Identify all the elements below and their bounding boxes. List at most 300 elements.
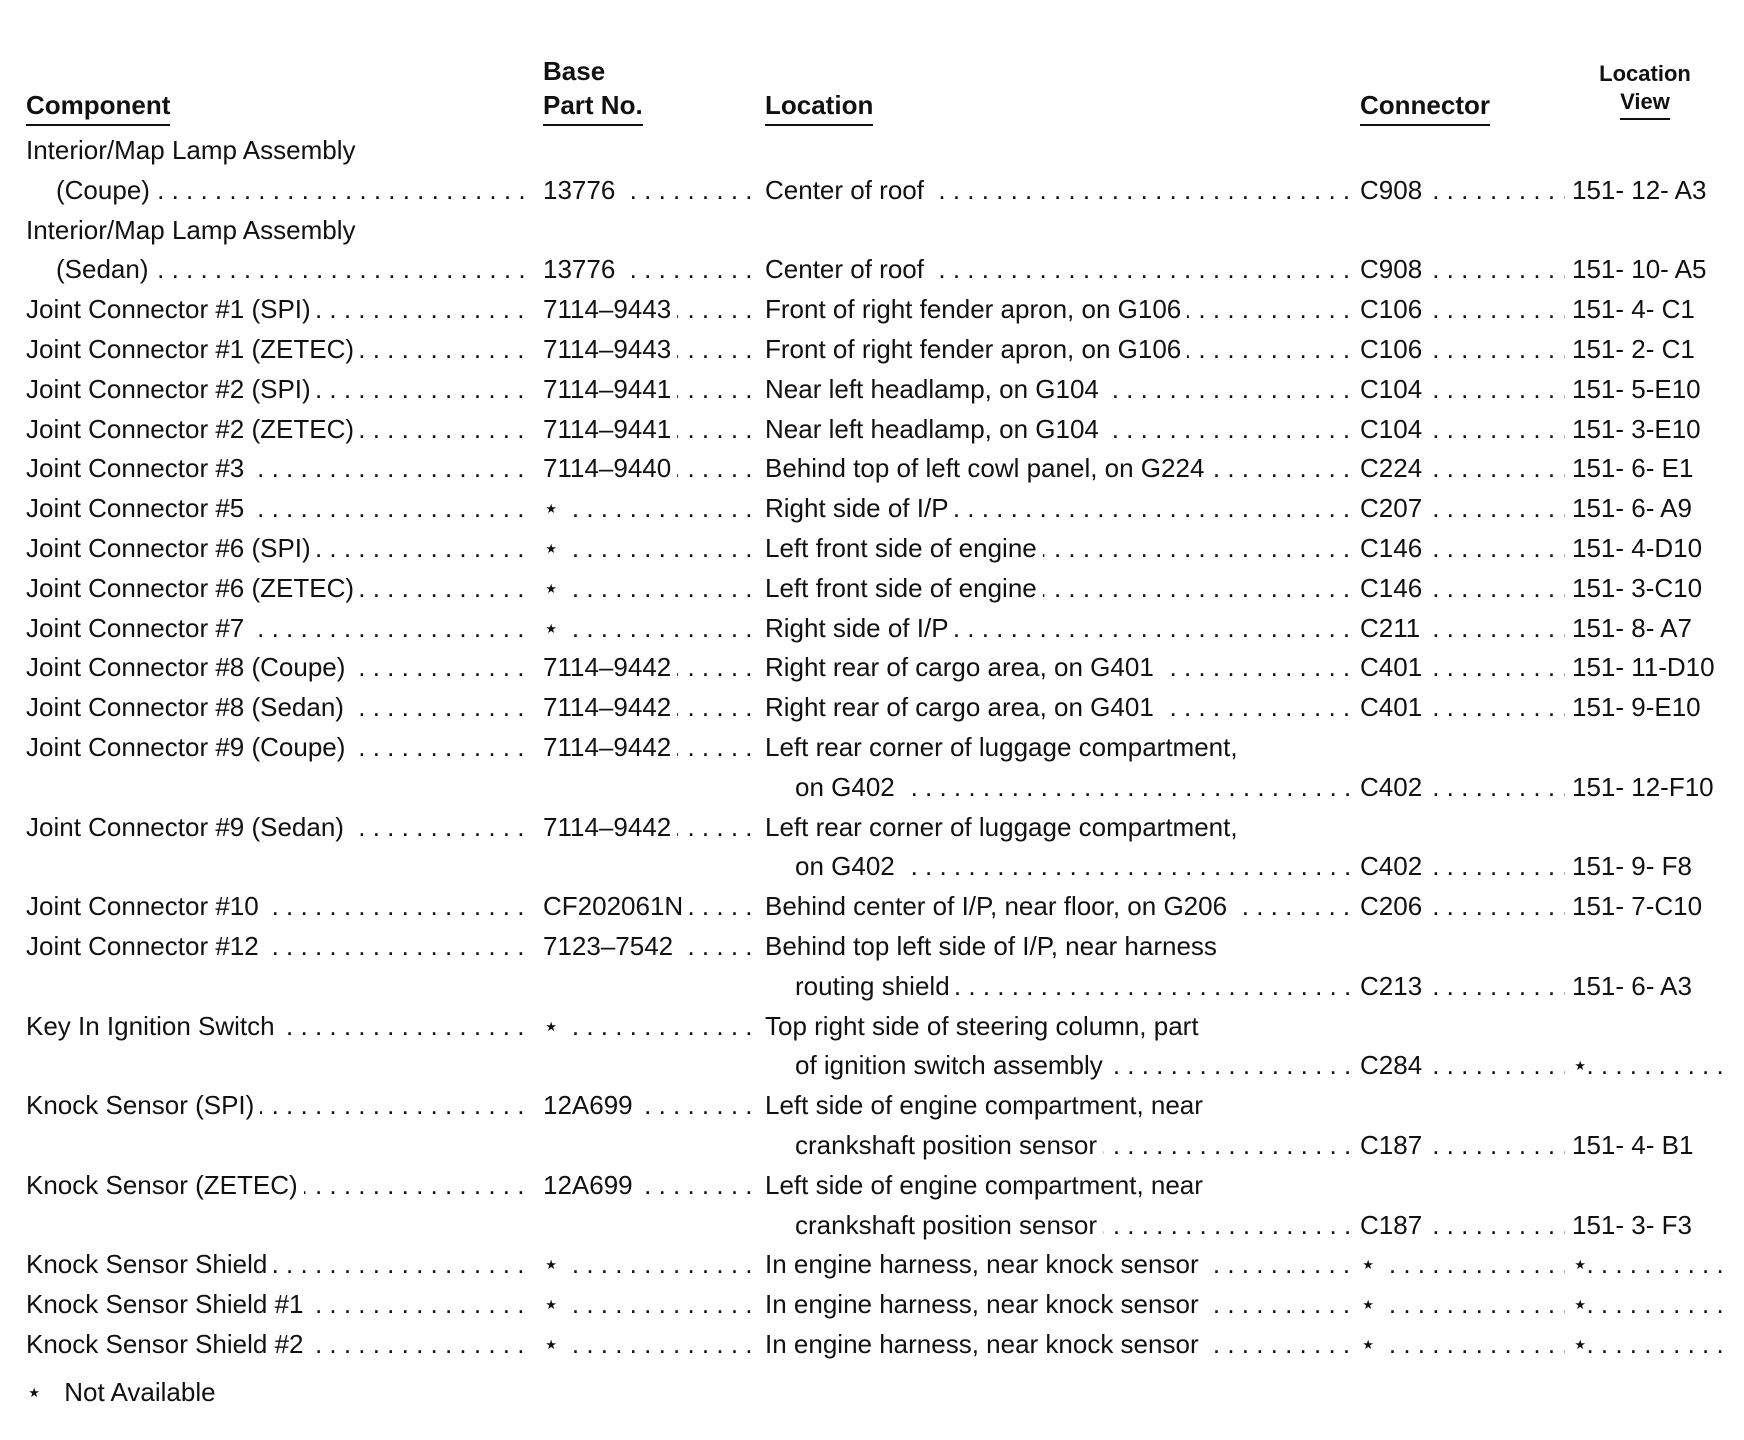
footnote-star-icon: ⋆ xyxy=(26,1377,43,1407)
component-cell xyxy=(26,1165,526,1205)
location-cell-text: Left rear corner of luggage compartment, xyxy=(765,812,1244,842)
table-row xyxy=(0,1045,1744,1085)
location-cell-text: Behind top left side of I/P, near harness xyxy=(765,931,1223,961)
component-cell xyxy=(26,528,526,568)
connector-cell xyxy=(1360,130,1565,170)
part-number-cell-text: ⋆ xyxy=(543,573,565,603)
component-cell xyxy=(26,329,526,369)
connector-cell xyxy=(1360,886,1565,926)
part-number-cell xyxy=(543,1125,760,1165)
connector-cell xyxy=(1360,926,1565,966)
table-row xyxy=(0,1324,1744,1364)
table-row xyxy=(0,807,1744,847)
component-cell xyxy=(26,1006,526,1046)
connector-cell-text: C401 xyxy=(1360,652,1428,682)
connector-cell-text: C104 xyxy=(1360,414,1428,444)
component-cell-text: (Sedan) xyxy=(56,254,155,284)
location-cell xyxy=(765,1284,1350,1324)
part-number-cell xyxy=(543,1085,760,1125)
connector-cell xyxy=(1360,329,1565,369)
location-view-cell-text: 151- 4- C1 xyxy=(1572,294,1695,325)
location-cell-text: In engine harness, near knock sensor xyxy=(765,1329,1205,1359)
footnote-text: Not Available xyxy=(64,1377,216,1407)
component-cell-text xyxy=(26,772,32,802)
connector-cell-text xyxy=(1360,1011,1366,1041)
part-number-cell-text xyxy=(543,851,549,881)
component-cell-text: Knock Sensor (ZETEC) xyxy=(26,1170,304,1200)
table-row xyxy=(0,249,1744,289)
location-cell xyxy=(765,369,1350,409)
component-cell xyxy=(26,886,526,926)
component-cell xyxy=(26,488,526,528)
part-number-cell-text: CF202061N xyxy=(543,891,689,921)
component-cell-text: Interior/Map Lamp Assembly xyxy=(26,135,361,165)
header-location-view-line1: Location xyxy=(1599,61,1691,86)
footnote xyxy=(26,1374,216,1410)
connector-cell-text: C206 xyxy=(1360,891,1428,921)
location-view-cell xyxy=(1572,687,1722,727)
table-row xyxy=(0,528,1744,568)
component-cell-text xyxy=(26,851,32,881)
header-base-part-line1: Base xyxy=(543,56,606,86)
component-cell xyxy=(26,807,526,847)
location-view-cell-text: 151- 3-C10 xyxy=(1572,572,1703,603)
location-cell-text: Center of roof xyxy=(765,175,930,205)
location-cell xyxy=(765,210,1350,250)
table-row xyxy=(0,1085,1744,1125)
location-cell-text: Right side of I/P xyxy=(765,613,955,643)
part-number-cell xyxy=(543,1324,760,1364)
header-location-view-line2: View xyxy=(1620,88,1670,120)
component-cell-text: Knock Sensor Shield xyxy=(26,1249,273,1279)
table-row xyxy=(0,568,1744,608)
connector-cell xyxy=(1360,568,1565,608)
component-cell-text: Joint Connector #5 xyxy=(26,493,250,523)
connector-cell-text: ⋆ xyxy=(1360,1289,1382,1319)
location-cell xyxy=(765,249,1350,289)
connector-cell-text: C402 xyxy=(1360,851,1428,881)
component-cell xyxy=(26,170,526,210)
location-view-cell-text: 151- 6- A9 xyxy=(1572,493,1692,524)
part-number-cell xyxy=(543,528,760,568)
part-number-cell xyxy=(543,1244,760,1284)
connector-cell xyxy=(1360,1205,1565,1245)
component-cell xyxy=(26,249,526,289)
component-cell-text: Interior/Map Lamp Assembly xyxy=(26,215,361,245)
part-number-cell xyxy=(543,1045,760,1085)
location-view-cell-text: 151- 3-E10 xyxy=(1572,413,1701,444)
connector-cell-text: C224 xyxy=(1360,453,1428,483)
connector-cell-text: C187 xyxy=(1360,1210,1428,1240)
location-view-cell-text: ⋆ xyxy=(1572,1050,1589,1081)
location-cell-text: of ignition switch assembly xyxy=(795,1050,1109,1080)
location-cell xyxy=(765,1324,1350,1364)
connector-cell xyxy=(1360,369,1565,409)
header-base-part-no xyxy=(543,54,643,126)
location-cell-text: Left side of engine compartment, near xyxy=(765,1170,1209,1200)
table-row xyxy=(0,926,1744,966)
part-number-cell-text: ⋆ xyxy=(543,1329,565,1359)
location-cell-text: Front of right fender apron, on G106 xyxy=(765,294,1187,324)
location-view-cell-text: 151- 6- A3 xyxy=(1572,970,1692,1001)
component-cell xyxy=(26,568,526,608)
location-cell-text: In engine harness, near knock sensor xyxy=(765,1289,1205,1319)
part-number-cell xyxy=(543,409,760,449)
location-view-cell-text: ⋆ xyxy=(1572,1249,1589,1280)
component-cell-text: Joint Connector #6 (ZETEC) xyxy=(26,573,360,603)
part-number-cell-text xyxy=(543,1210,549,1240)
component-cell xyxy=(26,1125,526,1165)
connector-cell xyxy=(1360,687,1565,727)
location-cell xyxy=(765,170,1350,210)
location-cell xyxy=(765,687,1350,727)
component-cell-text: Joint Connector #1 (ZETEC) xyxy=(26,334,360,364)
location-view-cell-text: 151- 7-C10 xyxy=(1572,891,1703,922)
table-row xyxy=(0,210,1744,250)
table-row xyxy=(0,727,1744,767)
part-number-cell xyxy=(543,687,760,727)
part-number-cell xyxy=(543,249,760,289)
connector-cell-text xyxy=(1360,1090,1366,1120)
location-view-cell-text: 151- 8- A7 xyxy=(1572,612,1692,643)
connector-cell-text: C213 xyxy=(1360,971,1428,1001)
connector-cell-text: C908 xyxy=(1360,175,1428,205)
part-number-cell-text xyxy=(543,1130,549,1160)
component-cell xyxy=(26,926,526,966)
component-cell xyxy=(26,767,526,807)
part-number-cell-text: ⋆ xyxy=(543,613,565,643)
location-view-cell-text: 151- 10- A5 xyxy=(1572,254,1707,285)
component-cell-text: Joint Connector #8 (Coupe) xyxy=(26,652,351,682)
component-cell-text: Joint Connector #8 (Sedan) xyxy=(26,692,350,722)
component-cell xyxy=(26,1284,526,1324)
location-cell-text: In engine harness, near knock sensor xyxy=(765,1249,1205,1279)
connector-cell xyxy=(1360,807,1565,847)
part-number-cell-text xyxy=(543,772,549,802)
component-cell-text xyxy=(26,1210,32,1240)
part-number-cell-text: 7114–9442 xyxy=(543,812,677,842)
location-view-cell-text: ⋆ xyxy=(1572,1329,1589,1359)
table-row xyxy=(0,130,1744,170)
connector-cell xyxy=(1360,727,1565,767)
component-cell xyxy=(26,608,526,648)
component-cell-text: Joint Connector #9 (Coupe) xyxy=(26,732,351,762)
connector-cell-text: C146 xyxy=(1360,533,1428,563)
part-number-cell xyxy=(543,846,760,886)
component-cell-text: Joint Connector #2 (SPI) xyxy=(26,374,317,404)
part-number-cell xyxy=(543,767,760,807)
location-cell xyxy=(765,1045,1350,1085)
location-cell-text: on G402 xyxy=(795,851,901,881)
location-view-cell xyxy=(1572,369,1722,409)
part-number-cell-text: 13776 xyxy=(543,175,621,205)
location-view-cell xyxy=(1572,289,1722,329)
location-cell-text: Near left headlamp, on G104 xyxy=(765,414,1105,444)
table-row xyxy=(0,409,1744,449)
connector-cell xyxy=(1360,1284,1565,1324)
location-cell xyxy=(765,1006,1350,1046)
connector-cell-text: C401 xyxy=(1360,692,1428,722)
connector-cell xyxy=(1360,210,1565,250)
part-number-cell xyxy=(543,568,760,608)
location-cell xyxy=(765,886,1350,926)
connector-cell xyxy=(1360,488,1565,528)
location-view-cell xyxy=(1572,210,1722,250)
component-cell-text: Joint Connector #12 xyxy=(26,931,265,961)
component-cell xyxy=(26,1045,526,1085)
location-view-cell xyxy=(1572,409,1722,449)
location-view-cell xyxy=(1572,1244,1722,1284)
location-view-cell xyxy=(1572,767,1722,807)
part-number-cell xyxy=(543,926,760,966)
component-cell-text: Joint Connector #3 xyxy=(26,453,250,483)
location-view-cell xyxy=(1572,448,1722,488)
component-cell-text: Knock Sensor (SPI) xyxy=(26,1090,260,1120)
location-view-cell xyxy=(1572,886,1722,926)
location-view-cell-text: 151- 9-E10 xyxy=(1572,692,1701,723)
part-number-cell xyxy=(543,727,760,767)
part-number-cell-text: 7114–9440 xyxy=(543,453,677,483)
location-view-cell xyxy=(1572,966,1722,1006)
connector-cell-text xyxy=(1360,135,1366,165)
location-cell-text: Left rear corner of luggage compartment, xyxy=(765,732,1244,762)
location-cell-text: Right rear of cargo area, on G401 xyxy=(765,692,1160,722)
part-number-cell xyxy=(543,369,760,409)
part-number-cell-text: ⋆ xyxy=(543,533,565,563)
location-cell xyxy=(765,608,1350,648)
location-cell-text: routing shield xyxy=(795,971,956,1001)
connector-cell-text: ⋆ xyxy=(1360,1329,1382,1359)
part-number-cell-text: 7114–9442 xyxy=(543,652,677,682)
location-cell xyxy=(765,1205,1350,1245)
component-cell xyxy=(26,1205,526,1245)
connector-cell-text: C106 xyxy=(1360,294,1428,324)
component-cell-text: Joint Connector #7 xyxy=(26,613,250,643)
component-cell-text xyxy=(26,971,32,1001)
connector-cell xyxy=(1360,846,1565,886)
table-row xyxy=(0,886,1744,926)
header-base-part-line2: Part No. xyxy=(543,88,643,126)
location-cell xyxy=(765,807,1350,847)
location-view-cell xyxy=(1572,1284,1722,1324)
location-cell-text: Near left headlamp, on G104 xyxy=(765,374,1105,404)
location-view-cell xyxy=(1572,1205,1722,1245)
location-cell-text: Behind top of left cowl panel, on G224 xyxy=(765,453,1210,483)
component-cell-text: Knock Sensor Shield #2 xyxy=(26,1329,310,1359)
connector-cell-text: C146 xyxy=(1360,573,1428,603)
table-row xyxy=(0,687,1744,727)
header-component-label: Component xyxy=(26,88,170,126)
component-cell xyxy=(26,1085,526,1125)
component-cell xyxy=(26,727,526,767)
location-cell-text: Behind center of I/P, near floor, on G206 xyxy=(765,891,1233,921)
location-view-cell xyxy=(1572,488,1722,528)
table-row xyxy=(0,1284,1744,1324)
location-cell xyxy=(765,647,1350,687)
connector-cell xyxy=(1360,647,1565,687)
part-number-cell xyxy=(543,170,760,210)
connector-cell xyxy=(1360,1244,1565,1284)
connector-cell xyxy=(1360,170,1565,210)
location-cell-text: Left front side of engine xyxy=(765,573,1043,603)
part-number-cell xyxy=(543,1006,760,1046)
location-view-cell xyxy=(1572,1324,1722,1364)
part-number-cell-text: 7114–9441 xyxy=(543,374,677,404)
connector-cell xyxy=(1360,1045,1565,1085)
location-cell-text: crankshaft position sensor xyxy=(795,1210,1103,1240)
table-row xyxy=(0,170,1744,210)
header-component xyxy=(26,88,170,126)
part-number-cell xyxy=(543,608,760,648)
location-view-cell xyxy=(1572,1045,1722,1085)
part-number-cell-text: ⋆ xyxy=(543,1249,565,1279)
location-cell-text: on G402 xyxy=(795,772,901,802)
connector-cell-text: ⋆ xyxy=(1360,1249,1382,1279)
part-number-cell-text xyxy=(543,1050,549,1080)
part-number-cell-text: 12A699 xyxy=(543,1170,639,1200)
table-row xyxy=(0,966,1744,1006)
location-view-cell xyxy=(1572,727,1722,767)
location-cell xyxy=(765,767,1350,807)
location-cell xyxy=(765,130,1350,170)
connector-cell xyxy=(1360,289,1565,329)
part-number-cell-text: ⋆ xyxy=(543,1011,565,1041)
part-number-cell-text: 7114–9442 xyxy=(543,732,677,762)
part-number-cell-text xyxy=(543,215,549,245)
component-cell-text: Key In Ignition Switch xyxy=(26,1011,281,1041)
component-cell xyxy=(26,448,526,488)
component-cell-text: Knock Sensor Shield #1 xyxy=(26,1289,310,1319)
component-cell xyxy=(26,966,526,1006)
location-view-cell-text: 151- 5-E10 xyxy=(1572,373,1701,404)
location-view-cell xyxy=(1572,568,1722,608)
component-cell xyxy=(26,687,526,727)
table-row xyxy=(0,329,1744,369)
table-row xyxy=(0,647,1744,687)
table-row xyxy=(0,369,1744,409)
location-view-cell-text: 151- 12- A3 xyxy=(1572,174,1707,205)
part-number-cell-text: 12A699 xyxy=(543,1090,639,1120)
table-row xyxy=(0,1244,1744,1284)
connector-cell-text xyxy=(1360,215,1366,245)
location-view-cell-text: 151- 12-F10 xyxy=(1572,771,1714,802)
location-view-cell xyxy=(1572,528,1722,568)
connector-cell xyxy=(1360,409,1565,449)
location-view-cell-text: 151- 9- F8 xyxy=(1572,851,1692,882)
location-cell xyxy=(765,727,1350,767)
location-view-cell xyxy=(1572,1125,1722,1165)
component-cell xyxy=(26,210,526,250)
component-cell-text: Joint Connector #9 (Sedan) xyxy=(26,812,350,842)
connector-cell-text: C402 xyxy=(1360,772,1428,802)
connector-cell-text: C104 xyxy=(1360,374,1428,404)
connector-cell-text xyxy=(1360,732,1366,762)
part-number-cell-text xyxy=(543,971,549,1001)
location-view-cell xyxy=(1572,170,1722,210)
location-view-cell-text: 151- 6- E1 xyxy=(1572,453,1694,484)
connector-cell-text xyxy=(1360,1170,1366,1200)
part-number-cell xyxy=(543,1284,760,1324)
part-number-cell xyxy=(543,289,760,329)
table-row xyxy=(0,767,1744,807)
component-cell-text: Joint Connector #6 (SPI) xyxy=(26,533,317,563)
connector-cell-text: C106 xyxy=(1360,334,1428,364)
location-cell-text xyxy=(765,215,771,245)
location-cell-text: Left side of engine compartment, near xyxy=(765,1090,1209,1120)
location-cell xyxy=(765,846,1350,886)
part-number-cell xyxy=(543,329,760,369)
header-connector xyxy=(1360,88,1490,126)
location-cell xyxy=(765,289,1350,329)
header-location xyxy=(765,88,873,126)
header-location-label: Location xyxy=(765,88,873,126)
component-cell-text: Joint Connector #10 xyxy=(26,891,265,921)
header-location-view xyxy=(1590,60,1700,120)
part-number-cell-text: 7114–9443 xyxy=(543,294,677,324)
location-cell-text: crankshaft position sensor xyxy=(795,1130,1103,1160)
connector-cell xyxy=(1360,249,1565,289)
part-number-cell xyxy=(543,647,760,687)
component-cell xyxy=(26,1324,526,1364)
location-view-cell xyxy=(1572,647,1722,687)
connector-cell xyxy=(1360,1125,1565,1165)
location-view-cell xyxy=(1572,608,1722,648)
table-row xyxy=(0,846,1744,886)
connector-cell xyxy=(1360,966,1565,1006)
location-cell xyxy=(765,448,1350,488)
header-connector-label: Connector xyxy=(1360,88,1490,126)
connector-cell-text: C207 xyxy=(1360,493,1428,523)
component-cell-text xyxy=(26,1050,32,1080)
location-cell xyxy=(765,488,1350,528)
table-row xyxy=(0,289,1744,329)
location-view-cell xyxy=(1572,1085,1722,1125)
component-cell-text: Joint Connector #2 (ZETEC) xyxy=(26,414,360,444)
location-cell xyxy=(765,329,1350,369)
location-view-cell xyxy=(1572,846,1722,886)
component-cell xyxy=(26,1244,526,1284)
part-number-cell xyxy=(543,1205,760,1245)
part-number-cell xyxy=(543,807,760,847)
part-number-cell xyxy=(543,1165,760,1205)
table-row xyxy=(0,1006,1744,1046)
part-number-cell-text: 13776 xyxy=(543,254,621,284)
connector-cell xyxy=(1360,1324,1565,1364)
location-cell-text: Right rear of cargo area, on G401 xyxy=(765,652,1160,682)
location-cell xyxy=(765,966,1350,1006)
location-view-cell-text: 151- 4-D10 xyxy=(1572,533,1703,563)
location-view-cell-text: 151- 11-D10 xyxy=(1572,652,1715,683)
part-number-cell-text: 7114–9442 xyxy=(543,692,677,722)
connector-cell xyxy=(1360,767,1565,807)
location-cell xyxy=(765,409,1350,449)
location-cell xyxy=(765,1085,1350,1125)
component-cell xyxy=(26,647,526,687)
component-cell-text: Joint Connector #1 (SPI) xyxy=(26,294,317,324)
location-cell xyxy=(765,528,1350,568)
connector-cell xyxy=(1360,1085,1565,1125)
location-view-cell xyxy=(1572,926,1722,966)
location-view-cell xyxy=(1572,807,1722,847)
part-number-cell xyxy=(543,130,760,170)
connector-cell-text: C211 xyxy=(1360,613,1426,643)
part-number-cell xyxy=(543,488,760,528)
location-view-cell xyxy=(1572,249,1722,289)
location-cell-text: Right side of I/P xyxy=(765,493,955,523)
part-number-cell-text: 7123–7542 xyxy=(543,931,679,961)
component-cell-text xyxy=(26,1130,32,1160)
location-cell-text: Left front side of engine xyxy=(765,533,1043,563)
